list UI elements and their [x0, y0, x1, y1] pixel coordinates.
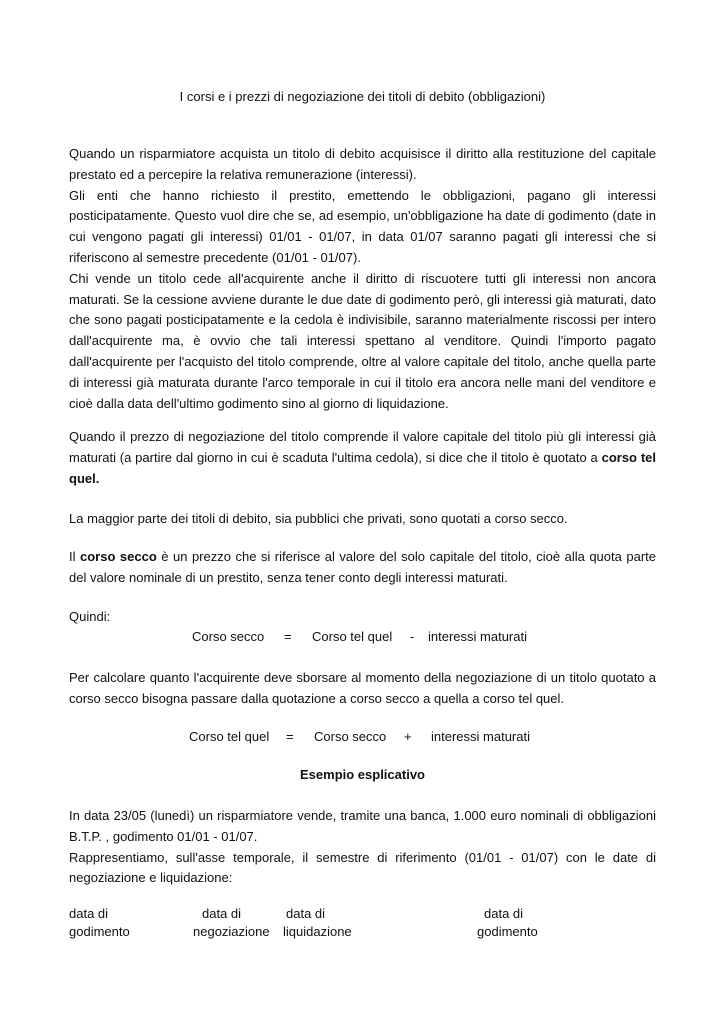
quindi-label: Quindi:: [69, 609, 111, 624]
paragraph-2: Gli enti che hanno richiesto il prestito, emettendo le obbligazioni, pagano gli interessi posticipatamente. Questo vuol dire che se, ad esempio, un'obbligazione ha date di godimento (date in cui vengono pagati gli interessi) 01/01 - 01/07, in data 01/07 saranno pagati gli interessi che si riferiscono al semestre precedente (01/01 - 01/07).: [69, 187, 656, 265]
timeline-label-line1: data di: [69, 906, 109, 921]
paragraph-6-post: è un prezzo che si riferisce al valore del solo capitale del titolo, cioè alla quota parte del valore nominale di un prestito, senza tener conto degli interessi maturati.: [69, 549, 656, 585]
formula-1-term-b: Corso tel quel: [312, 629, 393, 644]
paragraph-1: Quando un risparmiatore acquista un titolo di debito acquisisce il diritto alla restituzione del capitale prestato ed a percepire la relativa remunerazione (interessi).: [69, 146, 656, 182]
paragraph-4-text: Quando il prezzo di negoziazione del titolo comprende il valore capitale del titolo più gli interessi già maturati (a partire dal giorno in cui è scaduta l'ultima cedola), si dice che il titolo è quotato a: [69, 429, 656, 465]
page-title: I corsi e i prezzi di negoziazione dei titoli di debito (obbligazioni): [179, 89, 546, 104]
timeline-label-line1: data di: [484, 906, 524, 921]
paragraph-5-text: La maggior parte dei titoli di debito, sia pubblici che privati, sono quotati a corso secco.: [69, 511, 568, 526]
paragraph-intro: [69, 144, 656, 414]
formula-1-term-c: interessi maturati: [428, 629, 527, 644]
timeline-label-line2: godimento: [69, 924, 130, 939]
timeline-label-line2: negoziazione: [193, 924, 270, 939]
timeline-label-line1: data di: [202, 906, 242, 921]
timeline-label-godimento-end: [477, 906, 538, 939]
paragraph-4: [69, 427, 656, 489]
example-heading: Esempio esplicativo: [300, 767, 425, 782]
paragraph-5: [69, 509, 656, 530]
formula-2-term-c: interessi maturati: [431, 729, 530, 744]
timeline-label-negoziazione: [193, 906, 270, 939]
paragraph-7: [69, 668, 656, 710]
paragraph-6-bold: corso secco: [80, 549, 157, 564]
timeline-label-liquidazione: [283, 906, 352, 939]
timeline-label-line2: liquidazione: [283, 924, 352, 939]
timeline-label-godimento-start: [69, 906, 130, 939]
paragraph-7-text: Per calcolare quanto l'acquirente deve sborsare al momento della negoziazione di un titolo quotato a corso secco bisogna passare dalla quotazione a corso secco a quella a corso tel quel.: [69, 670, 656, 706]
timeline-label-line2: godimento: [477, 924, 538, 939]
formula-1-term-a: Corso secco: [192, 629, 265, 644]
formula-2-term-a: Corso tel quel: [189, 729, 270, 744]
paragraph-6-pre: Il: [69, 549, 80, 564]
formula-2-op2: +: [404, 729, 412, 744]
paragraph-8: In data 23/05 (lunedì) un risparmiatore vende, tramite una banca, 1.000 euro nominali di obbligazioni B.T.P. , godimento 01/01 - 01/07.: [69, 808, 656, 844]
paragraph-6: [69, 547, 656, 589]
paragraph-8-9: [69, 806, 656, 889]
formula-2-term-b: Corso secco: [314, 729, 387, 744]
paragraph-9: Rappresentiamo, sull'asse temporale, il semestre di riferimento (01/01 - 01/07) con le date di negoziazione e liquidazione:: [69, 849, 656, 886]
paragraph-4-bold: corso tel quel.: [69, 449, 656, 486]
paragraph-3: Chi vende un titolo cede all'acquirente anche il diritto di riscuotere tutti gli interessi non ancora maturati. Se la cessione avviene durante le due date di godimento però, gli interessi già maturati, dato che sono pagati posticipatamente e la cedola è indivisibile, saranno materialmente riscossi per intero dall'acquirente ma, è ovvio che tali interessi spettano al venditore. Quindi l'importo pagato dall'acquirente per l'acquisto del titolo comprende, oltre al valore capitale del titolo, anche quella parte di interessi già maturata durante l'arco temporale in cui il titolo era ancora nelle mani del venditore e cioè dalla data dell'ultimo godimento sino al giorno di liquidazione.: [69, 270, 656, 411]
formula-2-op1: =: [286, 729, 294, 744]
timeline-label-line1: data di: [286, 906, 326, 921]
formula-1-op2: -: [410, 629, 415, 644]
formula-1-op1: =: [284, 629, 292, 644]
